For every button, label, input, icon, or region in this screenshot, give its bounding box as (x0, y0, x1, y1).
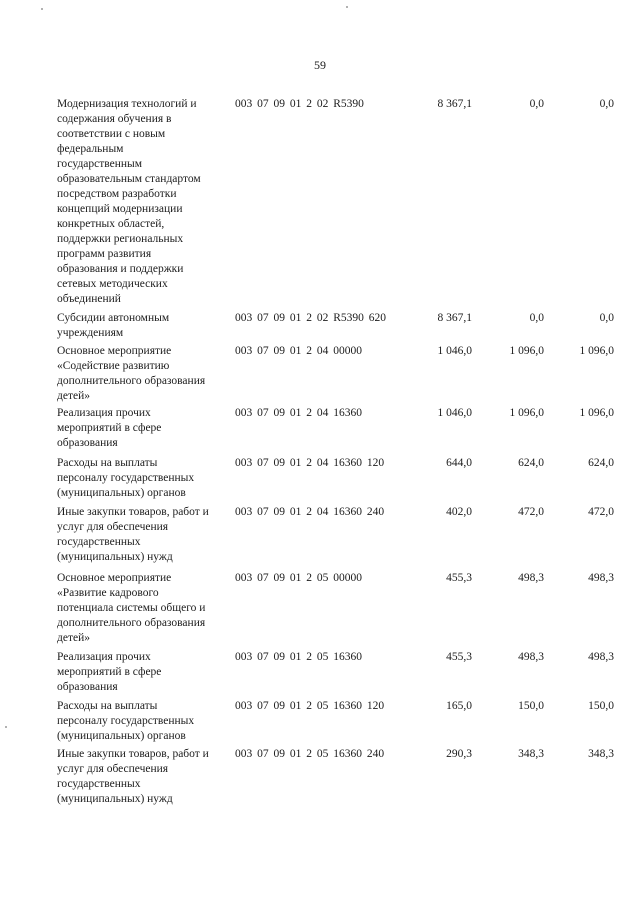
scan-speck (346, 6, 348, 8)
row-value-1: 8 367,1 (437, 98, 472, 110)
row-code: 003 07 09 01 2 05 00000 (235, 572, 362, 584)
row-value-3: 472,0 (588, 506, 614, 518)
row-value-1: 402,0 (446, 506, 472, 518)
row-code: 003 07 09 01 2 02 R5390 (235, 98, 364, 110)
row-code: 003 07 09 01 2 05 16360 (235, 651, 362, 663)
row-name: Основное мероприятие «Содействие развитию дополнительного образования детей» (57, 345, 206, 402)
row-value-1: 290,3 (446, 748, 472, 760)
row-value-3: 498,3 (588, 572, 614, 584)
row-value-2: 1 096,0 (509, 345, 544, 357)
row-name: Реализация прочих мероприятий в сфере образования (57, 407, 162, 449)
row-value-1: 1 046,0 (437, 407, 472, 419)
row-value-2: 498,3 (518, 572, 544, 584)
row-value-3: 498,3 (588, 651, 614, 663)
row-name: Расходы на выплаты персоналу государственных (муниципальных) органов (57, 457, 195, 499)
row-value-1: 165,0 (446, 700, 472, 712)
row-code: 003 07 09 01 2 02 R5390 620 (235, 312, 387, 324)
row-value-3: 624,0 (588, 457, 614, 469)
row-name: Иные закупки товаров, работ и услуг для обеспечения государственных (муниципальных) нужд (57, 748, 209, 805)
row-name: Модернизация технологий и содержания обучения в соответствии с новым федеральным государственным образовательным стандартом посредством разработки концепций модернизации конкретных областей, поддержки региональных программ развития образования и поддержки сетевых методических объединений (57, 98, 201, 305)
row-value-2: 0,0 (529, 98, 544, 110)
row-name: Иные закупки товаров, работ и услуг для обеспечения государственных (муниципальных) нужд (57, 506, 209, 563)
row-code: 003 07 09 01 2 04 16360 120 (235, 457, 385, 469)
row-value-3: 1 096,0 (579, 407, 614, 419)
row-value-3: 348,3 (588, 748, 614, 760)
scan-speck (5, 726, 7, 728)
row-value-2: 1 096,0 (509, 407, 544, 419)
row-value-3: 1 096,0 (579, 345, 614, 357)
page-number: 59 (314, 58, 326, 72)
row-value-1: 455,3 (446, 572, 472, 584)
row-value-2: 150,0 (518, 700, 544, 712)
row-value-2: 472,0 (518, 506, 544, 518)
row-code: 003 07 09 01 2 04 00000 (235, 345, 362, 357)
row-value-1: 1 046,0 (437, 345, 472, 357)
row-value-2: 0,0 (529, 312, 544, 324)
row-value-1: 455,3 (446, 651, 472, 663)
row-value-2: 624,0 (518, 457, 544, 469)
row-value-1: 644,0 (446, 457, 472, 469)
row-value-2: 498,3 (518, 651, 544, 663)
row-code: 003 07 09 01 2 04 16360 (235, 407, 362, 419)
row-value-3: 0,0 (599, 312, 614, 324)
row-value-3: 0,0 (599, 98, 614, 110)
row-value-3: 150,0 (588, 700, 614, 712)
scan-speck (41, 8, 43, 10)
row-name: Субсидии автономным учреждениям (57, 312, 170, 339)
row-name: Основное мероприятие «Развитие кадрового потенциала системы общего и дополнительного образования детей» (57, 572, 206, 644)
row-code: 003 07 09 01 2 05 16360 240 (235, 748, 385, 760)
row-name: Расходы на выплаты персоналу государственных (муниципальных) органов (57, 700, 195, 742)
row-code: 003 07 09 01 2 04 16360 240 (235, 506, 385, 518)
row-value-2: 348,3 (518, 748, 544, 760)
row-name: Реализация прочих мероприятий в сфере образования (57, 651, 162, 693)
row-value-1: 8 367,1 (437, 312, 472, 324)
row-code: 003 07 09 01 2 05 16360 120 (235, 700, 385, 712)
